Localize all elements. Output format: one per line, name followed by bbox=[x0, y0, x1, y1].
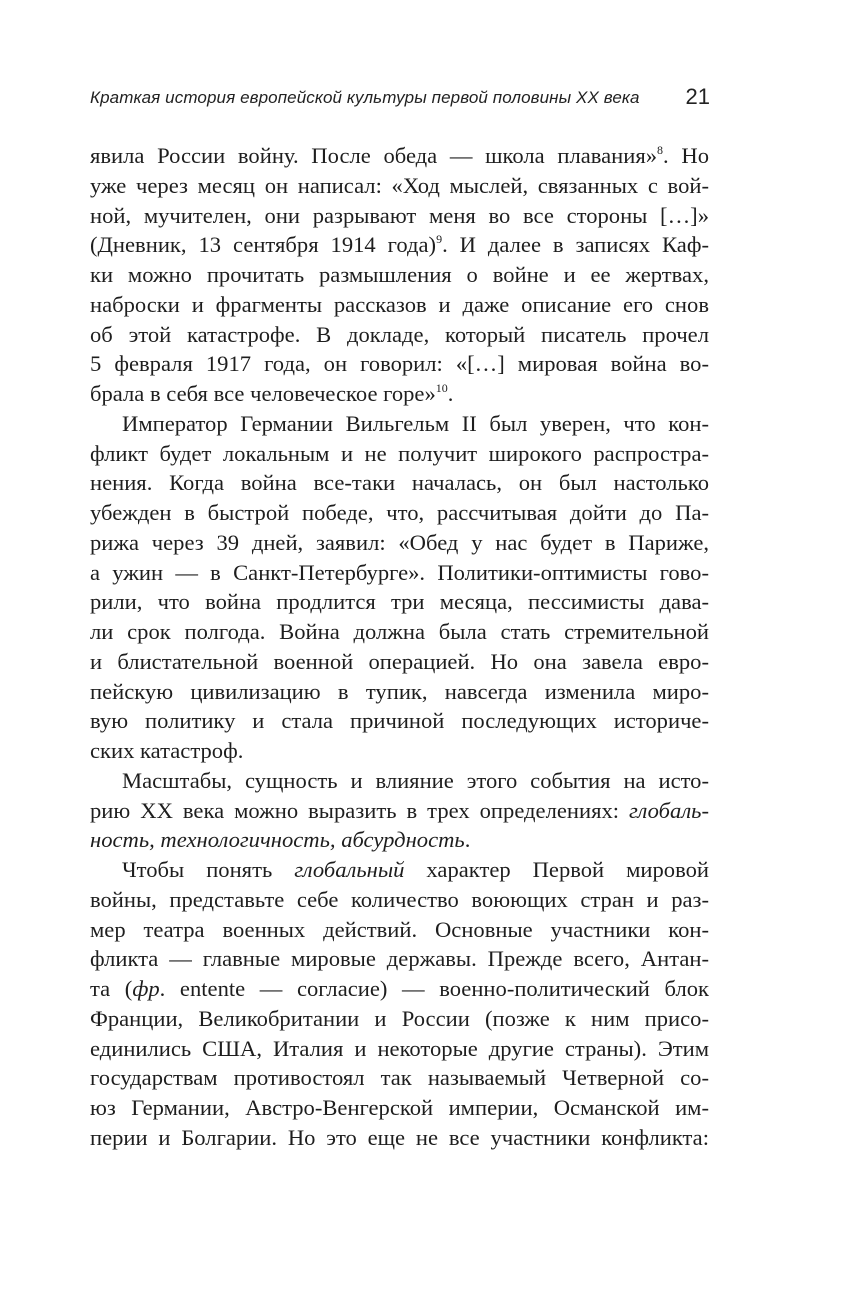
text: юз Германии, Австро-Венгерской империи, Османской им- bbox=[90, 1095, 709, 1120]
text: ной, мучителен, они разрывают меня во все стороны […]» bbox=[90, 202, 709, 228]
text: рию XX века можно выразить в трех определениях: bbox=[90, 797, 630, 823]
text: Чтобы понять bbox=[122, 857, 295, 882]
text-line bbox=[90, 1063, 709, 1093]
text-line bbox=[90, 915, 709, 945]
body-text bbox=[90, 141, 709, 1153]
text: . И далее в записях Каф- bbox=[442, 232, 709, 258]
running-header bbox=[90, 84, 710, 112]
text: фликта — главные мировые державы. Прежде всего, Антан- bbox=[90, 946, 709, 972]
text: . bbox=[447, 381, 454, 406]
text-line bbox=[90, 320, 709, 350]
text: характер Первой мировой bbox=[404, 857, 709, 882]
text-line bbox=[90, 558, 709, 588]
text-line bbox=[90, 766, 709, 796]
text: пейскую цивилизацию в тупик, навсегда изменила миро- bbox=[90, 678, 709, 704]
text: убежден в быстрой победе, что, рассчитывая дойти до Па- bbox=[90, 500, 709, 525]
paragraph bbox=[90, 855, 709, 1153]
text-line bbox=[90, 230, 709, 260]
text: ли срок полгода. Война должна была стать стремительной bbox=[90, 619, 709, 644]
paragraph bbox=[90, 141, 709, 409]
italic-text: фр bbox=[132, 976, 160, 1001]
text-line bbox=[90, 468, 709, 498]
text: наброски и фрагменты рассказов и даже описание его снов bbox=[90, 291, 709, 317]
text: . entente — согласие) — военно-политический блок bbox=[159, 976, 709, 1001]
text-line bbox=[90, 825, 709, 855]
text-line bbox=[90, 617, 709, 647]
text-line bbox=[90, 498, 709, 528]
text: фликт будет локальным и не получит широкого распростра- bbox=[90, 440, 709, 466]
text: рили, что война продлится три месяца, пессимисты дава- bbox=[90, 589, 709, 615]
text-line bbox=[90, 379, 709, 409]
text-line bbox=[90, 706, 709, 736]
text-line bbox=[90, 677, 709, 707]
text: ских катастроф. bbox=[90, 738, 244, 763]
text-line bbox=[90, 944, 709, 974]
text: брала в себя все человеческое горе» bbox=[90, 381, 436, 406]
paragraph bbox=[90, 409, 709, 766]
text: Император Германии Вильгельм II был уверен, что кон- bbox=[122, 410, 709, 436]
text: и блистательной военной операцией. Но она завела евро- bbox=[90, 648, 709, 674]
footnote-ref: 8 bbox=[657, 143, 664, 157]
footnote-ref: 10 bbox=[435, 381, 448, 395]
text: явила России войну. После обеда — школа плавания» bbox=[90, 143, 658, 168]
text-line bbox=[90, 349, 709, 379]
text: уже через месяц он написал: «Ход мыслей, связанных с вой- bbox=[90, 172, 709, 198]
text-line bbox=[90, 1004, 709, 1034]
text: единились США, Италия и некоторые другие страны). Этим bbox=[90, 1035, 709, 1061]
text-line bbox=[90, 885, 709, 915]
text: Франции, Великобритании и России (позже к ним присо- bbox=[90, 1005, 709, 1031]
text-line bbox=[90, 1034, 709, 1064]
text: 5 февраля 1917 года, он говорил: «[…] мировая война во- bbox=[90, 351, 709, 377]
text: а ужин — в Санкт-Петербурге». Политики-оптимисты гово- bbox=[90, 559, 709, 585]
text: мер театра военных действий. Основные участники кон- bbox=[90, 916, 709, 942]
text-line bbox=[90, 141, 709, 171]
text-line bbox=[90, 260, 709, 290]
text-line bbox=[90, 528, 709, 558]
text: об этой катастрофе. В докладе, который писатель прочел bbox=[90, 321, 709, 347]
italic-text: глобальный bbox=[294, 857, 405, 882]
text: . Но bbox=[663, 143, 709, 168]
paragraph bbox=[90, 766, 709, 855]
text-line bbox=[90, 647, 709, 677]
text: ки можно прочитать размышления о войне и ее жертвах, bbox=[90, 262, 709, 287]
text: государствам противостоял так называемый Четверной со- bbox=[90, 1065, 709, 1091]
italic-text: глобаль- bbox=[629, 797, 709, 823]
text: та ( bbox=[90, 976, 133, 1001]
page-number: 21 bbox=[685, 84, 710, 109]
text-line bbox=[90, 201, 709, 231]
text-line bbox=[90, 974, 709, 1004]
text-line bbox=[90, 587, 709, 617]
text-line bbox=[90, 736, 709, 766]
text-line bbox=[90, 855, 709, 885]
running-title: Краткая история европейской культуры первой половины XX века bbox=[90, 88, 640, 107]
text-line bbox=[90, 1123, 709, 1153]
text: (Дневник, 13 сентября 1914 года) bbox=[90, 232, 437, 258]
footnote-ref: 9 bbox=[436, 232, 443, 247]
text: нения. Когда война все-таки началась, он был настолько bbox=[90, 470, 709, 496]
text-line bbox=[90, 1093, 709, 1123]
text-line bbox=[90, 171, 709, 201]
text: Масштабы, сущность и влияние этого события на исто- bbox=[122, 767, 709, 793]
text-line bbox=[90, 796, 709, 826]
text-line bbox=[90, 290, 709, 320]
text: войны, представьте себе количество воюющих стран и раз- bbox=[90, 886, 709, 912]
text-line bbox=[90, 409, 709, 439]
text: . bbox=[464, 827, 471, 853]
text-line bbox=[90, 439, 709, 469]
italic-text: ность, технологичность, абсурдность bbox=[90, 827, 465, 853]
text: вую политику и стала причиной последующих историче- bbox=[90, 708, 709, 734]
text: перии и Болгарии. Но это еще не все участники конфликта: bbox=[90, 1124, 709, 1150]
text: рижа через 39 дней, заявил: «Обед у нас будет в Париже, bbox=[90, 529, 709, 555]
